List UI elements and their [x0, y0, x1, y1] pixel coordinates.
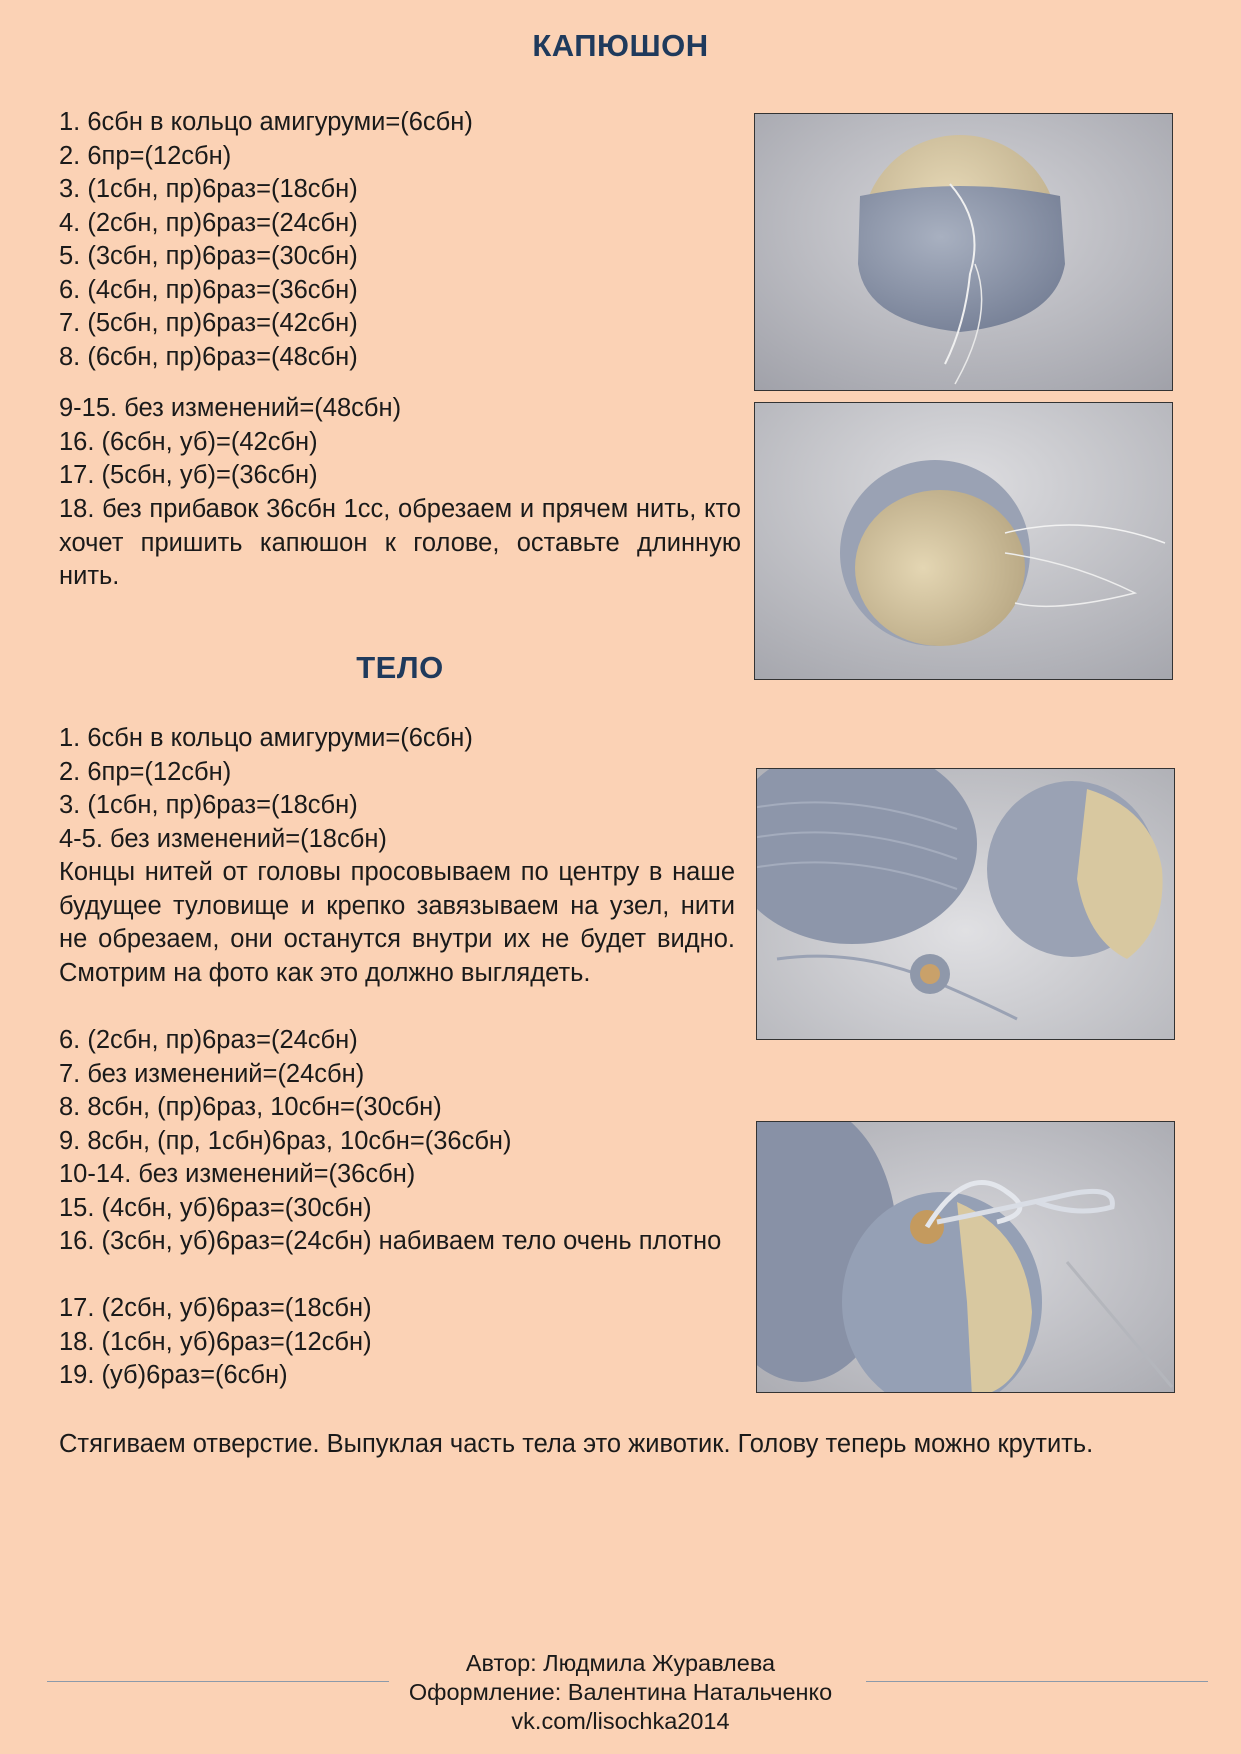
list-item: 15. (4сбн, уб)6раз=(30сбн): [59, 1193, 372, 1222]
hood-rows-b: [59, 392, 739, 493]
body-photo-bottom: [756, 1121, 1175, 1393]
list-item: 9-15. без изменений=(48сбн): [59, 394, 402, 422]
list-item: 5. (3сбн, пр)6раз=(30сбн): [59, 242, 358, 270]
list-item: 18. (1сбн, уб)6раз=(12сбн): [59, 1327, 372, 1356]
footer-link[interactable]: vk.com/lisochka2014: [511, 1708, 730, 1734]
hood-rows-a: [59, 106, 739, 374]
body-rows-a: [59, 722, 739, 856]
list-item: 7. (5сбн, пр)6раз=(42сбн): [59, 309, 358, 337]
hood-photo-bottom: [754, 402, 1173, 680]
list-item: 9. 8сбн, (пр, 1сбн)6раз, 10сбн=(36сбн): [59, 1126, 512, 1155]
list-item: 17. (2сбн, уб)6раз=(18сбн): [59, 1294, 372, 1322]
list-item: 4. (2сбн, пр)6раз=(24сбн): [59, 208, 358, 237]
list-item: 2. 6пр=(12сбн): [59, 141, 232, 170]
list-item: 19. (уб)6раз=(6сбн): [59, 1361, 288, 1389]
closing-text: Стягиваем отверстие. Выпуклая часть тела это животик. Голову теперь можно крутить.: [59, 1430, 1094, 1458]
list-item: 17. (5сбн, уб)=(36сбн): [59, 461, 318, 489]
body-photo-top: [756, 768, 1175, 1040]
list-item: 7. без изменений=(24сбн): [59, 1059, 365, 1088]
list-item: 4-5. без изменений=(18сбн): [59, 824, 387, 853]
body-rows-b: [59, 1024, 739, 1225]
list-item: 1. 6сбн в кольцо амигуруми=(6сбн): [59, 108, 473, 136]
body-row-16: 16. (3сбн, уб)6раз=(24сбн) набиваем тело очень плотно: [59, 1227, 722, 1255]
footer-design: Оформление: Валентина Натальченко: [408, 1679, 833, 1705]
footer: [0, 1649, 1241, 1736]
list-item: 3. (1сбн, пр)6раз=(18сбн): [59, 175, 358, 203]
hood-title: КАПЮШОН: [532, 28, 709, 63]
list-item: 2. 6пр=(12сбн): [59, 757, 232, 786]
hood-photo-top: [754, 113, 1173, 391]
list-item: 3. (1сбн, пр)6раз=(18сбн): [59, 791, 358, 819]
body-rows-c: [59, 1292, 739, 1393]
body-note: Концы нитей от головы просовываем по центру в наше будущее туловище и крепко завязываем на узел, нити не обрезаем, они останутся внутри их не будет видно. Смотрим на фото как это должно выглядеть.: [59, 858, 735, 987]
footer-author: Автор: Людмила Журавлева: [465, 1650, 776, 1676]
list-item: 6. (2сбн, пр)6раз=(24сбн): [59, 1026, 358, 1054]
list-item: 10-14. без изменений=(36сбн): [59, 1160, 416, 1188]
hood-row-18: 18. без прибавок 36сбн 1сс, обрезаем и прячем нить, кто хочет пришить капюшон к голове, оставьте длинную нить.: [59, 495, 741, 590]
list-item: 6. (4сбн, пр)6раз=(36сбн): [59, 275, 358, 304]
list-item: 16. (6сбн, уб)=(42сбн): [59, 427, 318, 456]
list-item: 8. 8сбн, (пр)6раз, 10сбн=(30сбн): [59, 1093, 442, 1121]
list-item: 8. (6сбн, пр)6раз=(48сбн): [59, 342, 358, 371]
body-title: ТЕЛО: [356, 650, 444, 685]
list-item: 1. 6сбн в кольцо амигуруми=(6сбн): [59, 724, 473, 752]
